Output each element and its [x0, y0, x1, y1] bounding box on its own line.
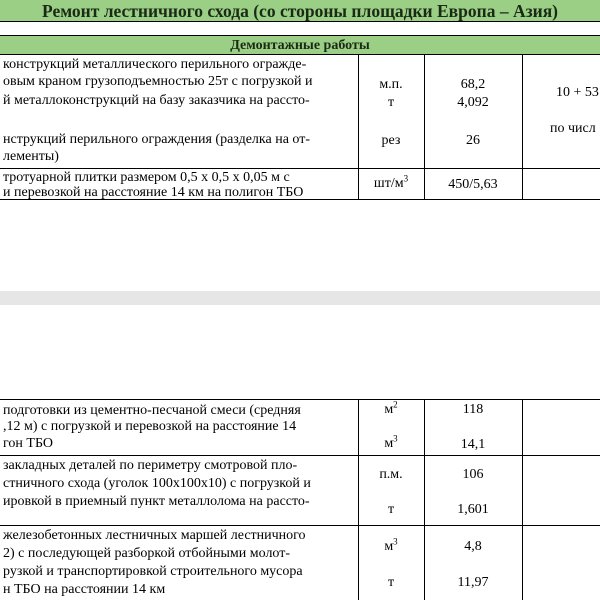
unit-cell: м.п.	[379, 77, 403, 92]
row-description: 2) с последующей разборкой отбойными молот-	[3, 546, 291, 561]
row-divider	[0, 399, 600, 400]
row-description: и перевозкой на расстояние 14 км на полигон ТБО	[3, 185, 304, 200]
row-description: н ТБО на расстоянии 14 км	[3, 582, 166, 597]
row-description: тротуарной плитки размером 0,5 х 0,5 х 0,05 м с	[3, 170, 290, 185]
row-description: лементы)	[3, 149, 59, 164]
row-divider	[0, 525, 600, 526]
unit-cell: $шт/м^3$	[373, 173, 409, 191]
row-description: закладных деталей по периметру смотровой пло-	[3, 458, 298, 473]
value-cell: 11,97	[457, 575, 489, 590]
row-divider	[0, 455, 600, 456]
unit-cell: т	[387, 502, 395, 517]
note-cell: по числ	[550, 121, 596, 136]
row-description: овым краном грузоподъемностью 25т с погрузкой и	[3, 74, 313, 89]
row-description: й металлоконструкций на базу заказчика на рассто-	[3, 93, 310, 108]
value-cell: 106	[462, 467, 484, 482]
unit-cell: $м^3$	[384, 433, 398, 451]
column-divider	[358, 399, 359, 600]
unit-cell: т	[387, 575, 395, 590]
unit-cell: $м^2$	[384, 399, 398, 417]
row-description: ,12 м) с погрузкой и перевозкой на расстояние 14	[3, 419, 297, 434]
column-divider	[522, 55, 523, 200]
unit-cell: рез	[381, 133, 401, 148]
row-description: ировкой в приемный пункт металлолома на рассто-	[3, 494, 310, 509]
value-cell: 118	[462, 402, 484, 417]
row-description: рузкой и транспортировкой строительного мусора	[3, 564, 303, 579]
column-divider	[522, 399, 523, 600]
value-cell: 26	[466, 133, 480, 148]
row-description: гон ТБО	[3, 436, 53, 451]
gray-separator-band	[0, 291, 600, 305]
row-description: стничного схода (уголок 100х100х10) с погрузкой и	[3, 476, 311, 491]
unit-cell: $м^3$	[384, 536, 398, 554]
value-cell: 4,8	[464, 539, 482, 554]
row-description: подготовки из цементно-песчаной смеси (средняя	[3, 403, 301, 418]
value-cell: 4,092	[457, 95, 489, 110]
column-divider	[424, 399, 425, 600]
row-description: конструкций металлического перильного огражде-	[3, 57, 307, 72]
note-cell: 10 + 53	[556, 85, 599, 100]
section-heading: Демонтажные работы	[0, 36, 600, 55]
value-cell: 1,601	[457, 502, 489, 517]
row-description: нструкций перильного ограждения (разделка на от-	[3, 132, 311, 147]
table-title: Ремонт лестничного схода (со стороны площадки Европа – Азия)	[0, 0, 600, 22]
divider	[0, 35, 600, 36]
row-description: железобетонных лестничных маршей лестничного	[3, 528, 306, 543]
value-cell: 68,2	[460, 77, 486, 92]
value-cell: 450/5,63	[448, 177, 498, 192]
unit-cell: т	[387, 95, 395, 110]
unit-cell: п.м.	[379, 467, 403, 482]
value-cell: 14,1	[460, 437, 486, 452]
